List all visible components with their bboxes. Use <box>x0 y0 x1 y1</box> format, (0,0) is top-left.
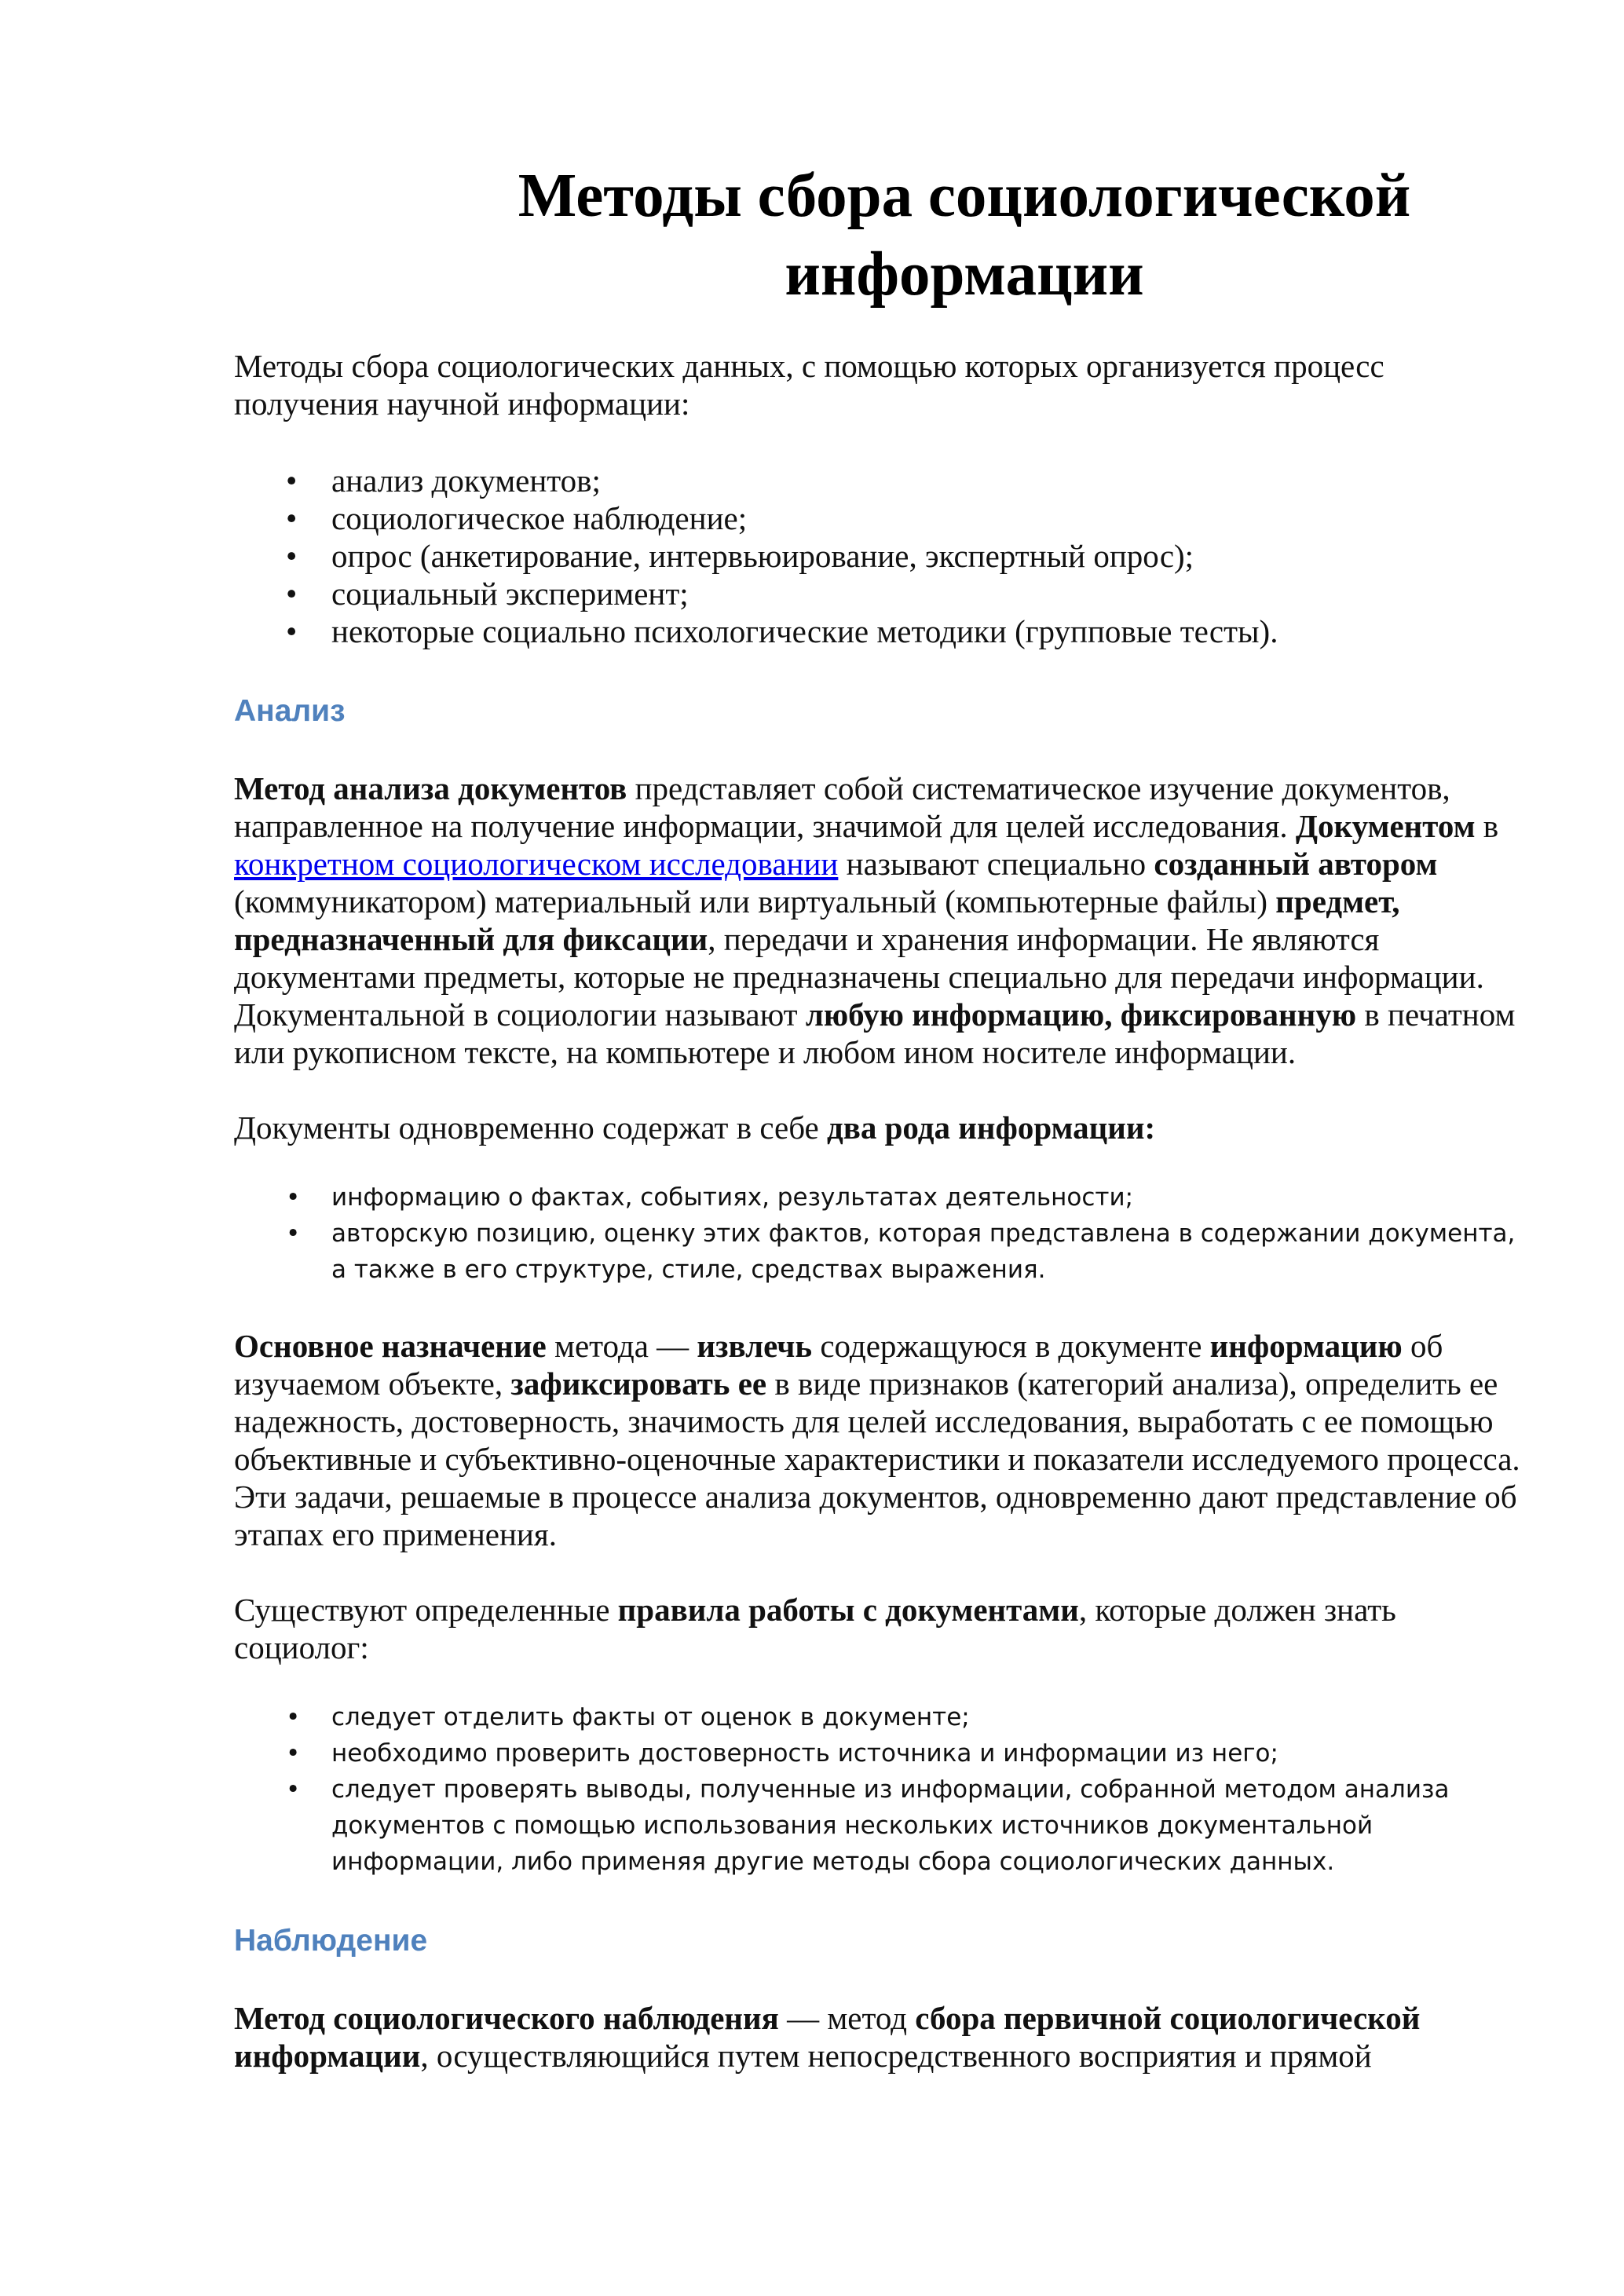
analysis-paragraph-4: Существуют определенные правила работы с документами, которые должен знать социолог: <box>234 1592 1396 1665</box>
section-heading-analysis: Анализ <box>234 694 346 728</box>
methods-list <box>234 462 1522 650</box>
analysis-paragraph-1: Метод анализа документов представляет собой систематическое изучение документов, направленное на получение информации, значимой для целей исследования. Документом в конкретном социологическом исследовании называют специально созданный автором (коммуникатором) материальный или виртуальный (компьютерные файлы) предмет, предназначенный для фиксации, передачи и хранения информации. Не являются документами предметы, которые не предназначены специально для передачи информации. Документальной в социологии называют любую информацию, фиксированную в печатном или рукописном тексте, на компьютере и любом ином носителе информации. <box>234 770 1516 1070</box>
list-item: • информацию о фактах, событиях, результатах деятельности; <box>234 1179 1522 1216</box>
list-item: • авторскую позицию, оценку этих фактов, которая представлена в содержании документа, а также в его структуре, стиле, средствах выражения. <box>234 1216 1522 1288</box>
list-item: • опрос (анкетирование, интервьюирование, экспертный опрос); <box>234 537 1522 575</box>
bold-term: два рода информации: <box>827 1110 1156 1146</box>
bold-term: любую информацию, фиксированную <box>805 996 1357 1033</box>
list-item: • некоторые социально психологические методики (групповые тесты). <box>234 612 1522 650</box>
page-title: Методы сбора социологической информации <box>518 162 1411 309</box>
analysis-paragraph-2: Документы одновременно содержат в себе два рода информации: <box>234 1110 1156 1146</box>
bold-term: Метод социологического наблюдения <box>234 2000 779 2036</box>
bold-term: правила работы с документами <box>617 1592 1079 1628</box>
bold-term: сбора первичной социологической информации <box>234 2000 1421 2074</box>
bold-term: Основное назначение <box>234 1328 547 1364</box>
section-heading-observation: Наблюдение <box>234 1924 428 1958</box>
analysis-paragraph-3: Основное назначение метода — извлечь содержащуюся в документе информацию об изучаемом объекте, зафиксировать ее в виде признаков (категорий анализа), определить ее надежность, достоверность, значимость для целей исследования, выработать с ее помощью объективные и субъективно-оценочные характеристики и показатели исследуемого процесса. Эти задачи, решаемые в процессе анализа документов, одновременно дают представление об этапах его применения. <box>234 1328 1520 1552</box>
rules-list <box>234 1699 1522 1880</box>
bold-term: Документом <box>1295 808 1476 844</box>
list-item: • социологическое наблюдение; <box>234 499 1522 537</box>
observation-paragraph-1: Метод социологического наблюдения — метод сбора первичной социологической информации, осуществляющийся путем непосредственного восприятия и прямой <box>234 2000 1421 2074</box>
info-kinds-list <box>234 1179 1522 1288</box>
list-item: • социальный эксперимент; <box>234 575 1522 612</box>
concrete-research-link[interactable]: конкретном социологическом исследовании <box>234 846 839 882</box>
bold-term: Метод анализа документов <box>234 770 627 806</box>
intro-paragraph: Методы сбора социологических данных, с помощью которых организуется процесс получения научной информации: <box>234 348 1384 422</box>
bold-term: извлечь <box>697 1328 813 1364</box>
bold-term: информацию <box>1209 1328 1403 1364</box>
bold-term: зафиксировать ее <box>510 1366 767 1402</box>
list-item: • анализ документов; <box>234 462 1522 499</box>
document-content <box>234 157 1522 2075</box>
bold-term: созданный автором <box>1154 846 1438 882</box>
list-item: • необходимо проверить достоверность источника и информации из него; <box>234 1735 1522 1771</box>
list-item: • следует отделить факты от оценок в документе; <box>234 1699 1522 1735</box>
list-item: • следует проверять выводы, полученные из информации, собранной методом анализа документов с помощью использования нескольких источников документальной информации, либо применяя другие методы сбора социологических данных. <box>234 1771 1522 1880</box>
bold-term: предмет, предназначенный для фиксации <box>234 883 1400 957</box>
